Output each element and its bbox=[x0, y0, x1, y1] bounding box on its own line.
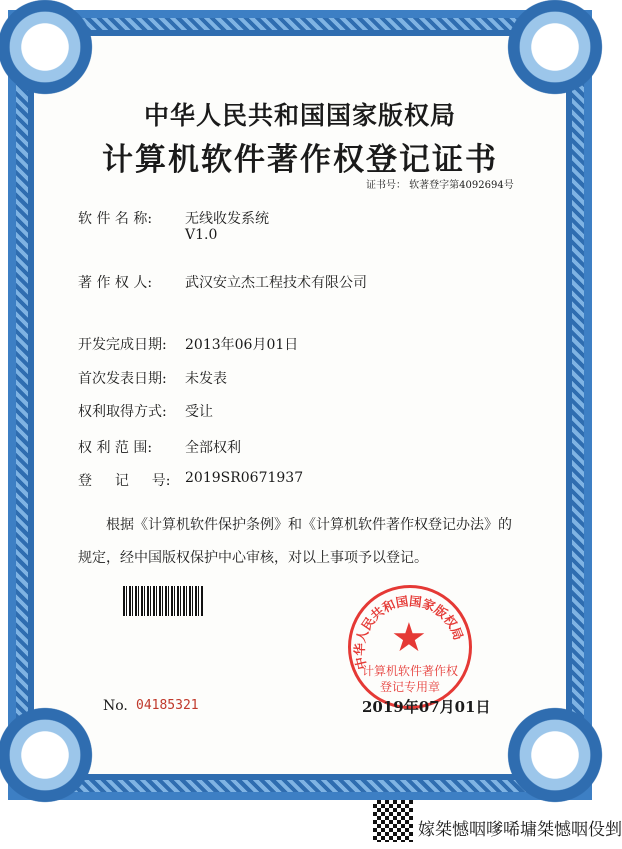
field-value-software-name: 无线收发系统 bbox=[185, 211, 269, 227]
seal-line1: 计算机软件著作权 bbox=[361, 664, 458, 678]
field-value-completion-date: 2013年06月01日 bbox=[185, 337, 299, 353]
seal-line2: 登记专用章 bbox=[379, 680, 440, 694]
corner-ornament bbox=[500, 700, 610, 810]
issue-date: 2019年07月01日 bbox=[362, 698, 491, 716]
field-label-owner: 著 作 权 人: bbox=[78, 275, 153, 291]
barcode bbox=[123, 586, 203, 616]
svg-text:中华人民共和国国家版权局: 中华人民共和国国家版权局 bbox=[351, 593, 467, 671]
corner-ornament bbox=[500, 0, 610, 102]
star-icon: ★ bbox=[391, 615, 427, 661]
statement-line1: 根据《计算机软件保护条例》和《计算机软件著作权登记办法》的 bbox=[106, 517, 512, 533]
field-label-publish-date: 首次发表日期: bbox=[78, 371, 167, 387]
field-label-reg-number: 登 记 号: bbox=[78, 473, 171, 489]
field-value-reg-number: 2019SR0671937 bbox=[185, 470, 304, 486]
serial-label: No. bbox=[103, 698, 128, 714]
field-value-owner: 武汉安立杰工程技术有限公司 bbox=[185, 275, 367, 291]
field-label-software-name: 软 件 名 称: bbox=[78, 211, 153, 227]
field-label-acquisition: 权利取得方式: bbox=[78, 404, 167, 420]
field-label-completion-date: 开发完成日期: bbox=[78, 337, 167, 353]
certificate-title: 计算机软件著作权登记证书 bbox=[102, 142, 498, 178]
bottom-caption: 嫁桀憾咽嗲唏墉桀憾咽伇剉 bbox=[418, 820, 622, 840]
field-value-acquisition: 受让 bbox=[185, 404, 213, 420]
field-value-publish-date: 未发表 bbox=[185, 371, 227, 387]
issuer-title: 中华人民共和国国家版权局 bbox=[143, 101, 456, 130]
certificate-number: 证书号： 软著登字第4092694号 bbox=[366, 180, 514, 191]
serial-number: 04185321 bbox=[136, 698, 199, 713]
official-seal bbox=[348, 585, 472, 709]
field-label-scope: 权 利 范 围: bbox=[78, 440, 153, 456]
field-value-version: V1.0 bbox=[185, 227, 218, 243]
field-value-scope: 全部权利 bbox=[185, 440, 241, 456]
statement-line2: 规定，经中国版权保护中心审核，对以上事项予以登记。 bbox=[78, 550, 428, 566]
qr-code bbox=[373, 800, 413, 842]
